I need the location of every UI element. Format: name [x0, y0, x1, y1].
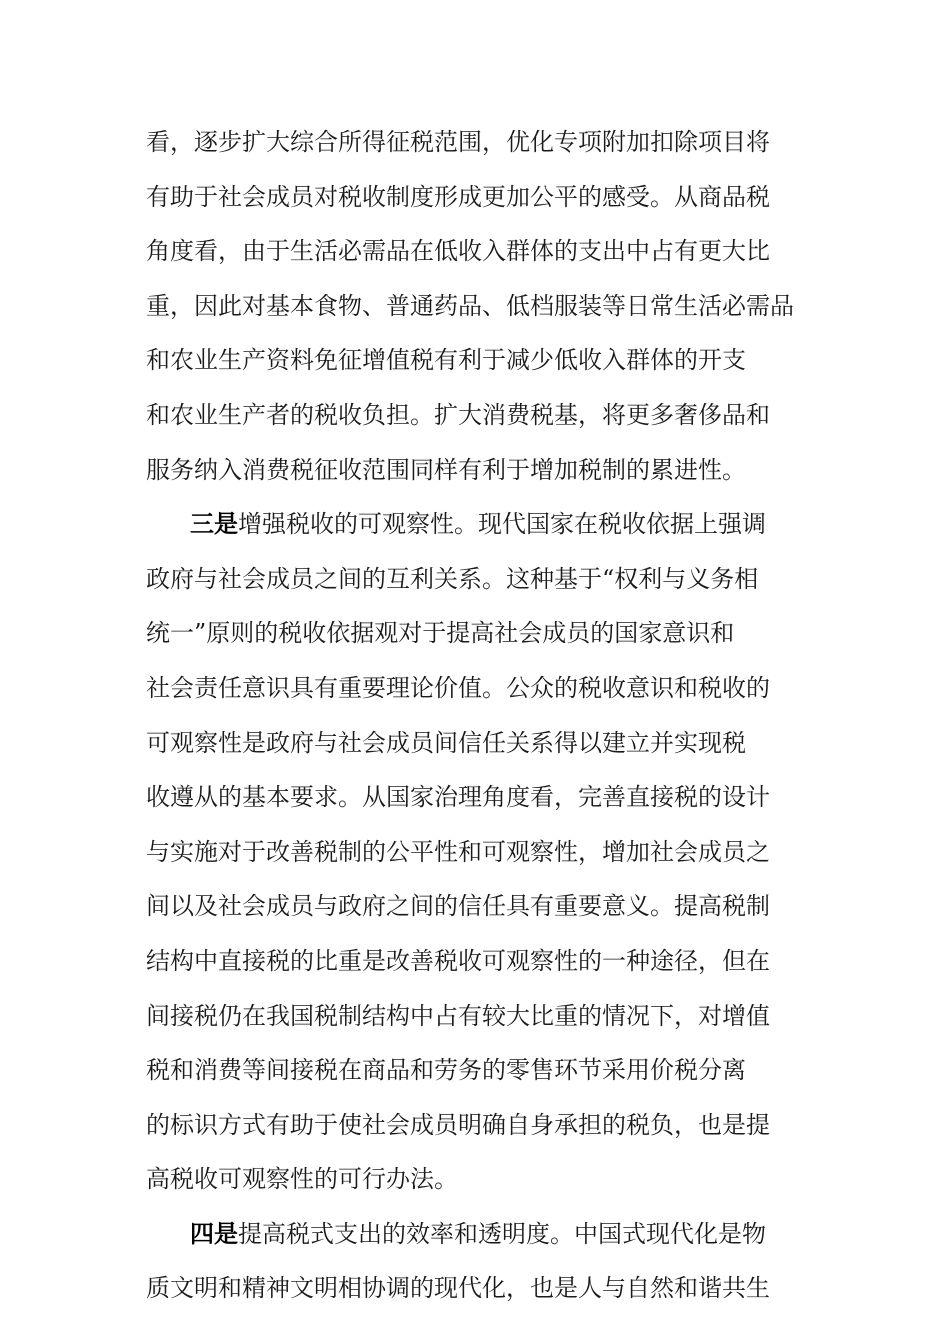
paragraph-2-line-7: 与实施对于改善税制的公平性和可观察性，增加社会成员之 [146, 837, 770, 866]
paragraph-1-line-6: 和农业生产者的税收负担。扩大消费税基，将更多奢侈品和 [146, 400, 770, 429]
paragraph-1-line-7: 服务纳入消费税征收范围同样有利于增加税制的累进性。 [146, 455, 746, 484]
paragraph-2-line-6: 收遵从的基本要求。从国家治理角度看，完善直接税的设计 [146, 783, 770, 812]
paragraph-3-line-1 [146, 1207, 816, 1262]
paragraph-2-line-3: 统一”原则的税收依据观对于提高社会成员的国家意识和 [146, 619, 735, 648]
paragraph-3-line-2: 质文明和精神文明相协调的现代化，也是人与自然和谐共生 [146, 1274, 770, 1303]
paragraph-1-line-5: 和农业生产资料免征增值税有利于减少低收入群体的开支 [146, 346, 746, 375]
paragraph-1-line-3: 角度看，由于生活必需品在低收入群体的支出中占有更大比 [146, 237, 770, 266]
paragraph-2-line-5: 可观察性是政府与社会成员间信任关系得以建立并实现税 [146, 728, 746, 757]
paragraph-2-line-8: 间以及社会成员与政府之间的信任具有重要意义。提高税制 [146, 892, 770, 921]
paragraph-3-lead: 四是 [190, 1219, 238, 1248]
paragraph-2-first-line-text: 增强税收的可观察性。现代国家在税收依据上强调 [238, 510, 766, 539]
paragraph-2-line-4: 社会责任意识具有重要理论价值。公众的税收意识和税收的 [146, 673, 770, 702]
paragraph-1-line-4: 重，因此对基本食物、普通药品、低档服装等日常生活必需品 [146, 291, 794, 320]
paragraph-2-line-2: 政府与社会成员之间的互利关系。这种基于“权利与义务相 [146, 564, 759, 593]
paragraph-1-line-2: 有助于社会成员对税收制度形成更加公平的感受。从商品税 [146, 182, 770, 211]
document-body [146, 115, 816, 1316]
paragraph-2-line-9: 结构中直接税的比重是改善税收可观察性的一种途径，但在 [146, 946, 770, 975]
paragraph-2-line-11: 税和消费等间接税在商品和劳务的零售环节采用价税分离 [146, 1056, 746, 1085]
paragraph-2-line-12: 的标识方式有助于使社会成员明确自身承担的税负，也是提 [146, 1110, 770, 1139]
paragraph-2-line-10: 间接税仍在我国税制结构中占有较大比重的情况下，对增值 [146, 1001, 770, 1030]
paragraph-1-line-1: 看，逐步扩大综合所得征税范围，优化专项附加扣除项目将 [146, 128, 770, 156]
paragraph-2-line-1 [146, 497, 816, 552]
paragraph-2-line-13: 高税收可观察性的可行办法。 [146, 1165, 458, 1194]
paragraph-2-lead: 三是 [190, 510, 238, 539]
paragraph-3-first-line-text: 提高税式支出的效率和透明度。中国式现代化是物 [238, 1219, 766, 1248]
